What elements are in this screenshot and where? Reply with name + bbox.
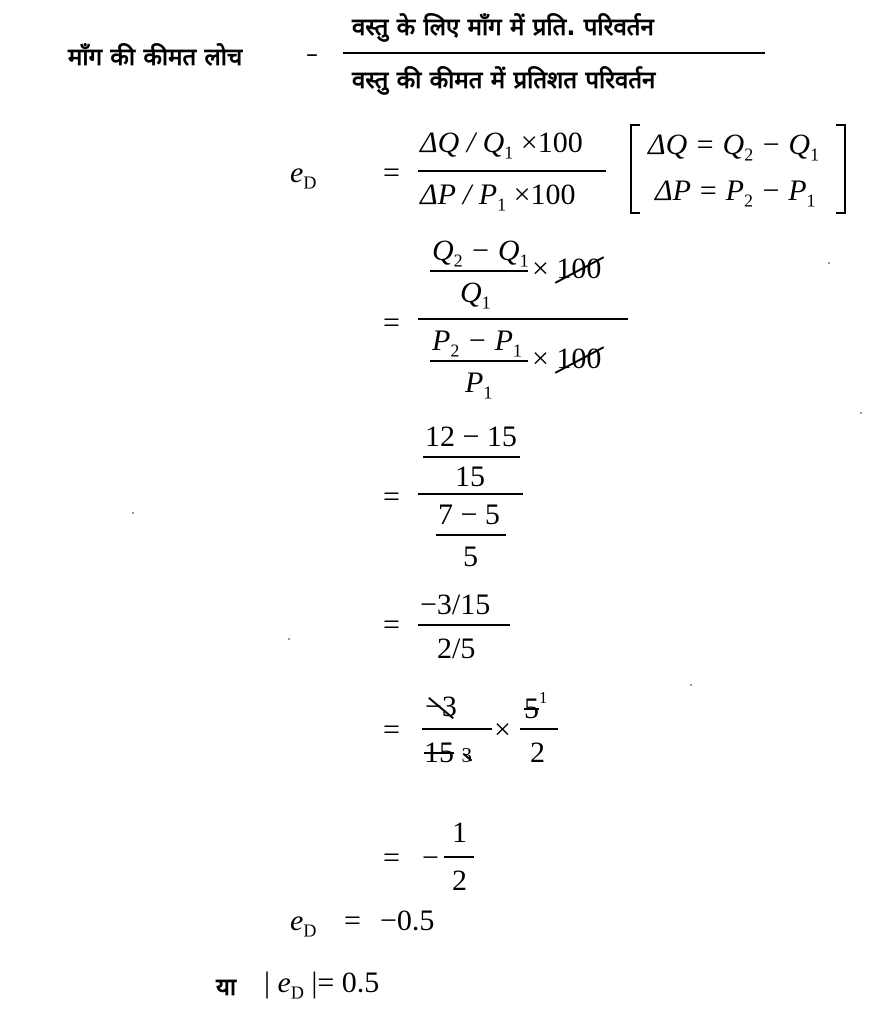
step3-bottom-numerator: 7 − 5	[438, 498, 500, 531]
step3-top-denominator: 15	[455, 460, 485, 493]
elasticity-label: माँग की कीमत लोच	[68, 43, 243, 71]
ya-label: या	[216, 973, 237, 1001]
step2-top-multiply: × 100	[532, 252, 602, 285]
scan-speck	[860, 412, 862, 414]
step6-minus: −	[422, 841, 439, 874]
step2-top-numerator: $Q_2 - Q_1$	[432, 234, 529, 271]
step3-bottom-denominator: 5	[463, 540, 478, 573]
step5-multiply: ×	[494, 713, 511, 746]
ed-result-value: −0.5	[380, 904, 435, 937]
equals-2: =	[383, 306, 400, 339]
step5-bar	[422, 728, 492, 730]
step6-numerator: 1	[452, 816, 467, 849]
equals-1: =	[383, 156, 400, 189]
header-fraction-bar	[343, 52, 765, 54]
scan-speck	[288, 638, 290, 640]
step1-numerator: $\Delta Q / Q_1 \times 100$	[420, 126, 583, 163]
step4-bar	[418, 624, 510, 626]
step2-bottom-denominator: $P_1$	[465, 366, 493, 403]
ed-symbol: $e_D$	[290, 156, 317, 193]
step5-denominator-2: 2	[530, 736, 545, 769]
step4-numerator: −3/15	[420, 588, 491, 621]
step4-denominator: 2/5	[437, 632, 476, 665]
header-numerator: वस्तु के लिए माँग में प्रति. परिवर्तन	[352, 13, 654, 41]
header-dash: –	[306, 40, 318, 68]
header-denominator: वस्तु की कीमत में प्रतिशत परिवर्तन	[352, 66, 656, 94]
step2-top-denominator: $Q_1$	[460, 276, 491, 313]
ed-result-symbol: $e_D$	[290, 904, 317, 941]
step5-numerator: −3	[425, 690, 457, 723]
delta-p-definition: $\Delta P = P_2 - P_1$	[655, 174, 816, 211]
step3-main-bar	[418, 493, 523, 495]
step6-denominator: 2	[452, 864, 467, 897]
bracket-left	[630, 124, 640, 214]
step3-top-bar	[423, 456, 520, 458]
step5-denominator: 15 3	[424, 736, 472, 769]
step3-bottom-bar	[436, 534, 506, 536]
step2-bottom-numerator: $P_2 - P_1$	[432, 324, 522, 361]
equals-6: =	[383, 841, 400, 874]
step1-denominator: $\Delta P / P_1 \times 100$	[420, 178, 576, 215]
scan-speck	[690, 684, 692, 686]
scan-speck	[828, 262, 830, 264]
step2-bottom-bar	[430, 360, 528, 362]
step1-bar	[418, 170, 606, 172]
equals-4: =	[383, 608, 400, 641]
bracket-right	[836, 124, 846, 214]
step5-numerator-2: $5^1$	[524, 688, 548, 725]
step2-main-bar	[418, 318, 628, 320]
step6-bar	[444, 856, 474, 858]
scan-speck	[132, 512, 134, 514]
step2-bottom-multiply: × 100	[532, 342, 602, 375]
delta-q-definition: $\Delta Q = Q_2 - Q_1$	[648, 128, 820, 165]
step2-top-bar	[430, 270, 528, 272]
step5-bar-2	[520, 728, 558, 730]
equals-5: =	[383, 713, 400, 746]
step3-top-numerator: 12 − 15	[425, 420, 517, 453]
equals-7: =	[344, 904, 361, 937]
equals-3: =	[383, 480, 400, 513]
absolute-ed: | $e_D$ |= 0.5	[264, 966, 380, 1003]
